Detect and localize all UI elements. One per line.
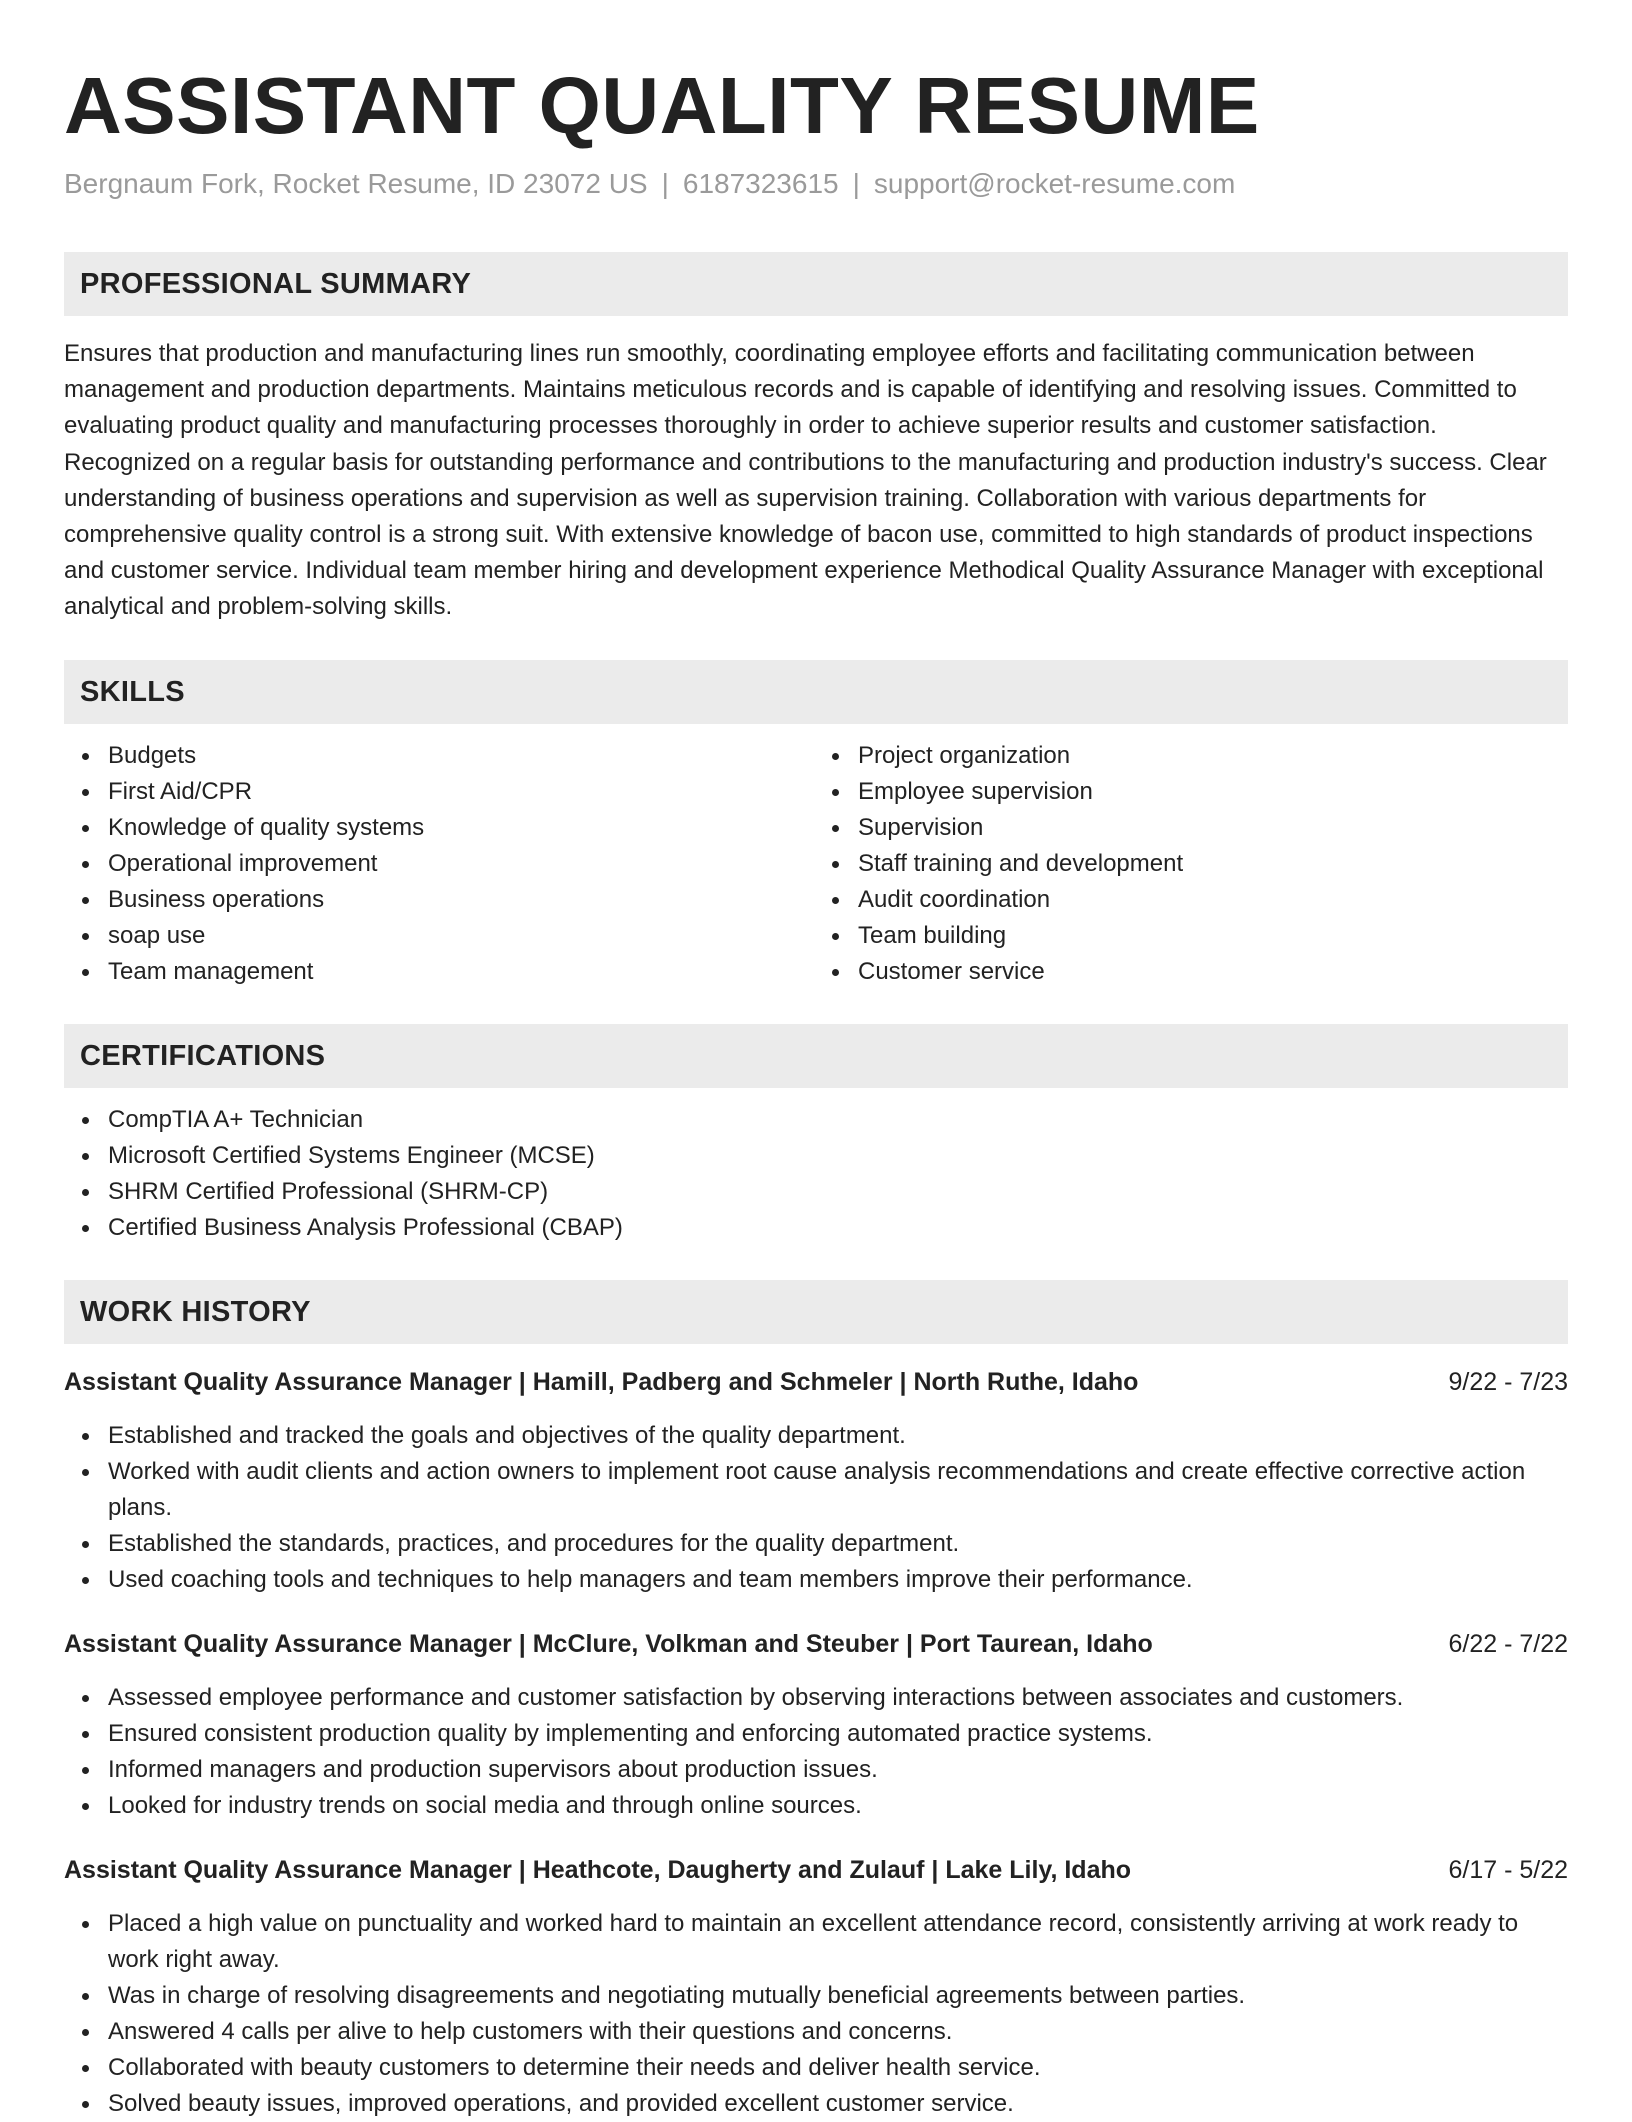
job-title: Assistant Quality Assurance Manager | McClure, Volkman and Steuber | Port Taurean, Idaho: [64, 1629, 1153, 1658]
job-header: [64, 1626, 1568, 1662]
job-header: [64, 1364, 1568, 1400]
work-history-section: [64, 1280, 1568, 2122]
job-title: Assistant Quality Assurance Manager | Hamill, Padberg and Schmeler | North Ruthe, Idaho: [64, 1367, 1139, 1396]
certification-item: SHRM Certified Professional (SHRM-CP): [108, 1174, 1568, 1210]
skills-list-right: [816, 738, 1568, 990]
job-entry: [64, 1364, 1568, 1598]
job-dates: 9/22 - 7/23: [1448, 1367, 1568, 1396]
job-dates: 6/17 - 5/22: [1448, 1855, 1568, 1884]
contact-phone: 6187323615: [682, 168, 839, 199]
job-bullets: [64, 1906, 1568, 2122]
certification-item: CompTIA A+ Technician: [108, 1102, 1568, 1138]
job-bullets: [64, 1418, 1568, 1598]
certification-item: Microsoft Certified Systems Engineer (MCSE): [108, 1138, 1568, 1174]
job-bullet: Established and tracked the goals and objectives of the quality department.: [108, 1418, 1568, 1454]
skill-item: First Aid/CPR: [108, 774, 816, 810]
skill-item: Team building: [858, 918, 1568, 954]
job-bullets: [64, 1680, 1568, 1824]
skill-item: Employee supervision: [858, 774, 1568, 810]
job-bullet: Assessed employee performance and customer satisfaction by observing interactions between associates and customers.: [108, 1680, 1568, 1716]
job-entry: [64, 1626, 1568, 1824]
skills-heading: SKILLS: [64, 660, 1568, 724]
job-dates: 6/22 - 7/22: [1448, 1629, 1568, 1658]
certifications-list: [64, 1102, 1568, 1246]
skill-item: Budgets: [108, 738, 816, 774]
skill-item: Staff training and development: [858, 846, 1568, 882]
job-header: [64, 1852, 1568, 1888]
job-bullet: Placed a high value on punctuality and worked hard to maintain an excellent attendance record, consistently arriving at work ready to work right away.: [108, 1906, 1568, 1978]
job-bullet: Established the standards, practices, and procedures for the quality department.: [108, 1526, 1568, 1562]
summary-heading: PROFESSIONAL SUMMARY: [64, 252, 1568, 316]
contact-line: [64, 164, 1568, 204]
certifications-section: [64, 1024, 1568, 1246]
skill-item: Audit coordination: [858, 882, 1568, 918]
job-title: Assistant Quality Assurance Manager | Heathcote, Daugherty and Zulauf | Lake Lily, Idaho: [64, 1855, 1132, 1884]
work-history-heading: WORK HISTORY: [64, 1280, 1568, 1344]
skills-section: [64, 660, 1568, 990]
contact-separator: |: [661, 168, 669, 199]
skill-item: Operational improvement: [108, 846, 816, 882]
job-bullet: Worked with audit clients and action owners to implement root cause analysis recommendations and create effective corrective action plans.: [108, 1454, 1568, 1526]
skill-item: Supervision: [858, 810, 1568, 846]
job-bullet: Collaborated with beauty customers to determine their needs and deliver health service.: [108, 2050, 1568, 2086]
job-bullet: Used coaching tools and techniques to help managers and team members improve their performance.: [108, 1562, 1568, 1598]
skill-item: soap use: [108, 918, 816, 954]
job-entry: [64, 1852, 1568, 2122]
job-bullet: Was in charge of resolving disagreements and negotiating mutually beneficial agreements between parties.: [108, 1978, 1568, 2014]
skills-list-left: [64, 738, 816, 990]
job-bullet: Answered 4 calls per alive to help customers with their questions and concerns.: [108, 2014, 1568, 2050]
resume-title: ASSISTANT QUALITY RESUME: [64, 61, 1260, 150]
skill-item: Customer service: [858, 954, 1568, 990]
summary-text: Ensures that production and manufacturing lines run smoothly, coordinating employee efforts and facilitating communication between management and production departments. Maintains meticulous records and is capable of identifying and resolving issues. Committed to evaluating product quality and manufacturing processes thoroughly in order to achieve superior results and customer satisfaction. Recognized on a regular basis for outstanding performance and contributions to the manufacturing and production industry's success. Clear understanding of business operations and supervision as well as supervision training. Collaboration with various departments for comprehensive quality control is a strong suit. With extensive knowledge of bacon use, committed to high standards of product inspections and customer service. Individual team member hiring and development experience Methodical Quality Assurance Manager with exceptional analytical and problem-solving skills.: [64, 340, 1547, 621]
summary-section: [64, 252, 1568, 626]
job-bullet: Ensured consistent production quality by implementing and enforcing automated practice systems.: [108, 1716, 1568, 1752]
certification-item: Certified Business Analysis Professional (CBAP): [108, 1210, 1568, 1246]
skill-item: Team management: [108, 954, 816, 990]
contact-separator: |: [852, 168, 860, 199]
skill-item: Knowledge of quality systems: [108, 810, 816, 846]
job-bullet: Informed managers and production supervisors about production issues.: [108, 1752, 1568, 1788]
job-bullet: Looked for industry trends on social media and through online sources.: [108, 1788, 1568, 1824]
skills-columns: [64, 724, 1568, 990]
certifications-heading: CERTIFICATIONS: [64, 1024, 1568, 1088]
resume-page: [64, 0, 1568, 2122]
job-bullet: Solved beauty issues, improved operations, and provided excellent customer service.: [108, 2086, 1568, 2122]
skill-item: Business operations: [108, 882, 816, 918]
skill-item: Project organization: [858, 738, 1568, 774]
contact-address: Bergnaum Fork, Rocket Resume, ID 23072 US: [64, 168, 648, 199]
contact-email: support@rocket-resume.com: [873, 168, 1236, 199]
